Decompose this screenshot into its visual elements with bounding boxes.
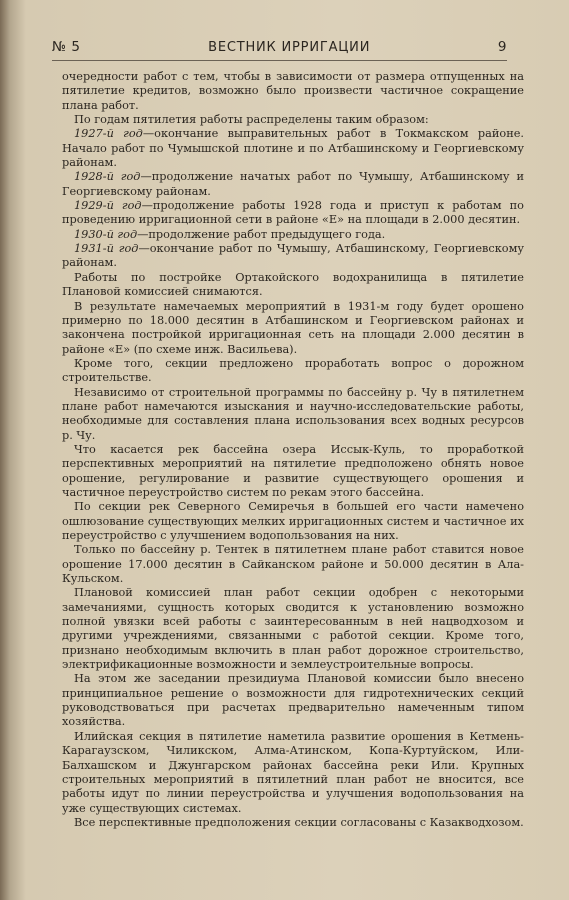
paragraph bbox=[62, 386, 524, 443]
paragraph bbox=[62, 170, 524, 199]
paragraph bbox=[62, 199, 524, 228]
paragraph bbox=[62, 543, 524, 586]
page-header bbox=[52, 36, 507, 61]
paragraph-text: Независимо от строительной программы по бассейну р. Чу в пятилетнем плане работ намечаются изыскания и научно-исследовательские работы, необходимые для составления плана использования всех водных ресурсов р. Чу. bbox=[62, 385, 524, 442]
year-label: 1928-й год bbox=[74, 170, 141, 184]
paragraph-text: Только по бассейну р. Тентек в пятилетнем плане работ ставится новое орошение 17.000 десятин в Сайканском районе и 50.000 десятин в Ала-Кульском. bbox=[62, 543, 524, 586]
paragraph-text: Работы по постройке Ортакойского водохранилища в пятилетие Плановой комиссией снимаются. bbox=[62, 270, 524, 299]
paragraph-text: Кроме того, секции предложено проработать вопрос о дорожном строительстве. bbox=[62, 356, 524, 385]
paragraph-text: Плановой комиссией план работ секции одобрен с некоторыми замечаниями, сущность которых сводится к установлению возможно полной увязки всей работы с заинтересованным в ней нацводхозом и другими учреждениями, связанными с работой секции. Кроме того, признано необходимым включить в план работ дорожное строительство, электрификационные возможности и землеустроительные вопросы. bbox=[62, 586, 524, 672]
paragraph-text: Илийская секция в пятилетие наметила развитие орошения в Кетмень-Карагаузском, Чиликском, Алма-Атинском, Копа-Куртуйском, Или-Балхашском и Джунгарском районах бассейна реки Или. Крупных строительных мероприятий в пятилетний план работ не вносится, все работы идут по линии переустройства и улучшения водопользования на уже существующих системах. bbox=[62, 729, 524, 815]
year-label: 1931-й год bbox=[74, 242, 139, 256]
paragraph-text: —продолжение работ предыдущего года. bbox=[137, 227, 386, 241]
paragraph bbox=[62, 816, 524, 830]
issue-number: № 5 bbox=[52, 39, 81, 55]
year-label: 1927-й год bbox=[74, 127, 143, 141]
paragraph bbox=[62, 443, 524, 500]
paragraph-text: —окончание работ по Чумышу, Атбашинскому, Георгиевскому районам. bbox=[62, 242, 525, 270]
paragraph bbox=[62, 127, 524, 170]
paragraph-text: —окончание выправительных работ в Токмакском районе. Начало работ по Чумышской плотине и по Атбашинскому и Георгиевскому районам. bbox=[62, 127, 524, 170]
paragraph-text: —продолжение начатых работ по Чумышу, Атбашинскому и Георгиевскому районам. bbox=[62, 170, 524, 198]
paragraph-text: —продолжение работы 1928 года и приступ к работам по проведению ирригационной сети в районе «Е» на площади в 2.000 десятин. bbox=[62, 199, 524, 227]
paragraph bbox=[62, 271, 524, 300]
paragraph bbox=[62, 357, 524, 386]
paragraph-text: На этом же заседании президиума Плановой комиссии было внесено принципиальное решение о возможности для гидротехнических секций руководствоваться при расчетах предварительно намеченным типом хозяйства. bbox=[62, 672, 524, 729]
paragraph bbox=[62, 242, 524, 271]
year-label: 1929-й год bbox=[74, 199, 142, 213]
paragraph-text: Все перспективные предположения секции согласованы с Казакводхозом. bbox=[74, 815, 524, 829]
paragraph bbox=[62, 672, 524, 729]
article-body bbox=[62, 70, 524, 830]
paragraph bbox=[62, 500, 524, 543]
paragraph-text: По годам пятилетия работы распределены таким образом: bbox=[74, 113, 429, 127]
journal-title: ВЕСТНИК ИРРИГАЦИИ bbox=[208, 39, 371, 55]
paragraph bbox=[62, 730, 524, 816]
paragraph bbox=[62, 113, 524, 127]
year-label: 1930-й год bbox=[74, 227, 138, 241]
paragraph bbox=[62, 300, 524, 357]
paragraph-text: Что касается рек бассейна озера Иссык-Куль, то проработкой перспективных мероприятий на пятилетие предположено обнять новое орошение, регулирование и развитие существующего орошения и частичное переустройство систем по рекам этого бассейна. bbox=[62, 442, 524, 499]
paragraph bbox=[62, 586, 524, 672]
paragraph bbox=[62, 70, 524, 113]
page-number: 9 bbox=[497, 39, 507, 55]
paragraph-text: По секции рек Северного Семиречья в большей его части намечено ошлюзование существующих мелких ирригационных систем и частичное их переустройство с улучшением водопользования на них. bbox=[62, 500, 524, 542]
paragraph-text: очередности работ с тем, чтобы в зависимости от размера отпущенных на пятилетие кредитов, возможно было произвести частичное сокращение плана работ. bbox=[62, 70, 524, 112]
paragraph bbox=[62, 228, 524, 242]
paragraph-text: В результате намечаемых мероприятий в 1931-м году будет орошено примерно по 18.000 десятин в Атбашинском и Георгиевском районах и закончена постройкой ирригационная сеть на площади 2.000 десятин в районе «Е» (по схеме инж. Васильева). bbox=[62, 299, 524, 356]
